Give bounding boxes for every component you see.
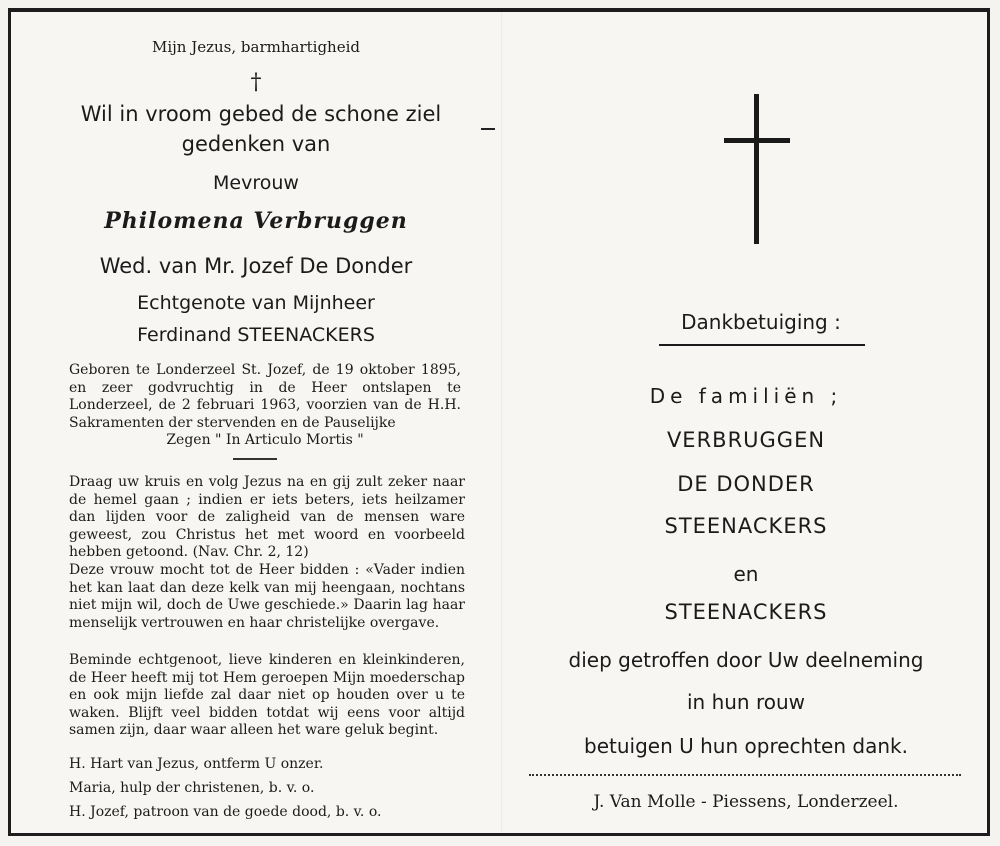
widow-of-line: Wed. van Mr. Jozef De Donder	[99, 254, 413, 278]
memorial-card	[8, 8, 990, 836]
ejaculation-1: H. Hart van Jezus, ontferm U onzer.	[69, 756, 324, 772]
separator-rule	[233, 458, 277, 460]
paragraph-2: Deze vrouw mocht tot de Heer bidden : «Vader indien het kan laat dan deze kelk van mij heengaan, nochtans niet mijn wil, doch de Uwe geschiede.» Daarin lag haar menselijk vertrouwen en haar christelijke overgave.	[69, 562, 465, 631]
prayer-line-1: Wil in vroom gebed de schone ziel	[80, 102, 442, 126]
left-panel	[21, 12, 491, 832]
cross-icon-bar	[724, 138, 790, 143]
thanks-line-2: in hun rouw	[686, 690, 806, 714]
small-cross-icon: †	[250, 70, 262, 95]
dash-mark	[481, 128, 495, 130]
families-intro: De familiën ;	[649, 384, 843, 408]
fold-line	[501, 12, 502, 832]
spouse-line-2: Ferdinand STEENACKERS	[137, 324, 375, 346]
ejaculation-3: H. Jozef, patroon van de goede dood, b. v. o.	[69, 804, 382, 820]
paragraph-3: Beminde echtgenoot, lieve kinderen en kleinkinderen, de Heer heeft mij tot Hem geroepen Mijn moederschap en ook mijn liefde zal daar niet op houden over u te waken. Blijft veel bidden totdat wij eens voor altijd samen zijn, daar waar alleen het ware geluk begint.	[69, 652, 465, 738]
title-mevrouw: Mevrouw	[213, 172, 299, 194]
birth-death-end: Zegen " In Articulo Mortis "	[166, 432, 364, 448]
family-name-2: DE DONDER	[677, 472, 815, 496]
prayer-line-2: gedenken van	[181, 132, 331, 156]
birth-death-text	[69, 362, 461, 450]
spouse-line-1: Echtgenote van Mijnheer	[137, 292, 375, 314]
family-name-1: VERBRUGGEN	[666, 428, 826, 452]
paragraph-1: Draag uw kruis en volg Jezus na en gij zult zeker naar de hemel gaan ; indien er iets beters, iets heilzamer dan lijden voor de zaligheid van de mensen ware geweest, zou Christus het met woord en voorbeeld hebben getoond. (Nav. Chr. 2, 12)	[69, 474, 465, 560]
heading-underline	[659, 344, 865, 346]
ejaculation-2: Maria, hulp der christenen, b. v. o.	[69, 780, 315, 796]
birth-death-body: Geboren te Londerzeel St. Jozef, de 19 oktober 1895, en zeer godvruchtig in de Heer ontslapen te Londerzeel, de 2 februari 1963, voorzien van de H.H. Sakramenten der stervenden en de Pauselijke	[69, 362, 461, 431]
cross-icon	[754, 94, 759, 244]
deceased-name: Philomena Verbruggen	[104, 208, 408, 234]
invocation: Mijn Jezus, barmhartigheid	[151, 38, 360, 56]
family-name-4: STEENACKERS	[664, 600, 828, 624]
family-name-3: STEENACKERS	[664, 514, 828, 538]
thanks-line-1: diep getroffen door Uw deelneming	[568, 648, 924, 672]
dotted-divider	[529, 774, 961, 776]
conjunction-en: en	[733, 562, 759, 586]
thanks-heading: Dankbetuiging :	[681, 310, 841, 334]
printer-imprint: J. Van Molle - Piessens, Londerzeel.	[593, 792, 899, 812]
right-panel	[511, 12, 981, 832]
thanks-line-3: betuigen U hun oprechten dank.	[584, 734, 908, 758]
